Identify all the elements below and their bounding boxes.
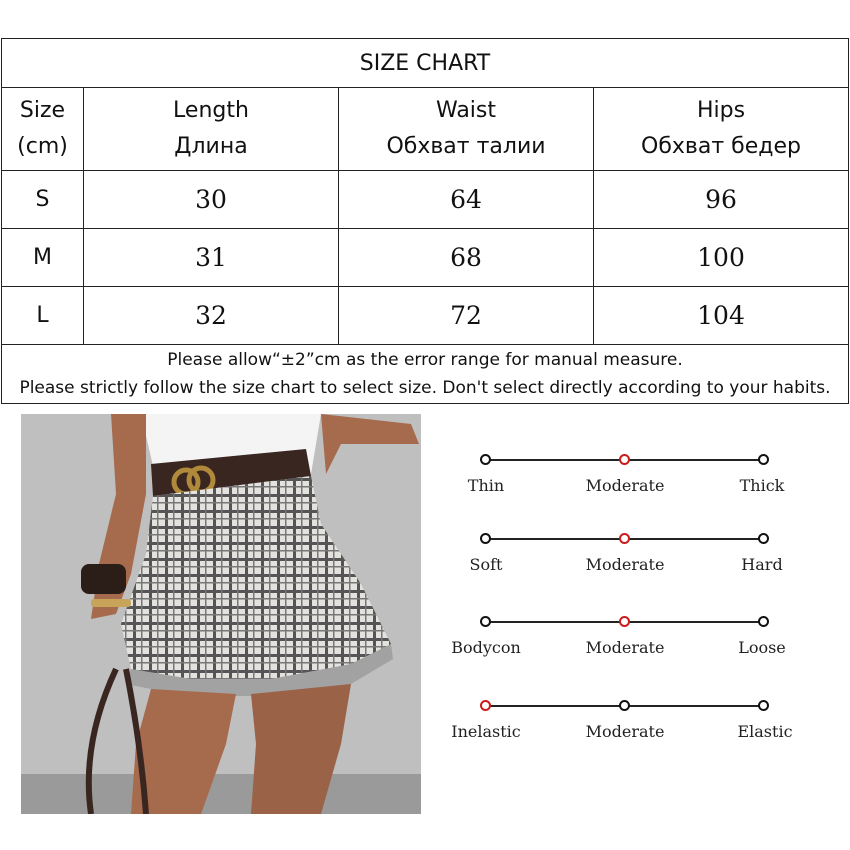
fit-scale: [450, 612, 790, 662]
hips-cell: 100: [594, 229, 849, 287]
thickness-scale: [450, 450, 790, 500]
scale-dot-selected: [619, 616, 630, 627]
size-chart-table: [1, 38, 849, 404]
waist-cell: 72: [339, 287, 594, 345]
scale-label: Moderate: [585, 476, 665, 495]
scale-label: Moderate: [585, 722, 665, 741]
scale-dot: [758, 533, 769, 544]
scale-label: Moderate: [585, 638, 665, 657]
header-waist: Waist Обхват талии: [339, 88, 594, 171]
size-cell: M: [2, 229, 84, 287]
waist-cell: 68: [339, 229, 594, 287]
product-photo-illustration: [21, 414, 421, 814]
scale-label: Elastic: [737, 722, 793, 741]
table-row: [2, 171, 849, 229]
header-length: Length Длина: [84, 88, 339, 171]
product-photo: [21, 414, 421, 814]
note-tolerance: Please allow“±2”cm as the error range for manual measure.: [167, 350, 683, 370]
length-cell: 31: [84, 229, 339, 287]
softness-scale: [450, 529, 790, 579]
waist-cell: 64: [339, 171, 594, 229]
note-follow-chart: Please strictly follow the size chart to select size. Don't select directly according to your habits.: [19, 378, 831, 398]
header-size: Size (cm): [2, 88, 84, 171]
size-cell: L: [2, 287, 84, 345]
size-chart-title: SIZE CHART: [2, 39, 849, 88]
scale-label: Loose: [738, 638, 786, 657]
scale-label: Hard: [741, 555, 783, 574]
header-hips: Hips Обхват бедер: [594, 88, 849, 171]
scale-label: Thick: [739, 476, 785, 495]
header-row: [2, 88, 849, 171]
length-cell: 30: [84, 171, 339, 229]
hips-cell: 96: [594, 171, 849, 229]
scale-dot-selected: [619, 533, 630, 544]
scale-dot: [480, 616, 491, 627]
scale-dot: [758, 616, 769, 627]
scale-dot-selected: [619, 454, 630, 465]
scale-dot: [758, 700, 769, 711]
scale-dot: [758, 454, 769, 465]
size-chart-notes: [2, 345, 849, 404]
hips-cell: 104: [594, 287, 849, 345]
scale-label: Thin: [467, 476, 505, 495]
table-row: [2, 287, 849, 345]
table-row: [2, 229, 849, 287]
scale-dot: [619, 700, 630, 711]
scale-label: Soft: [469, 555, 503, 574]
scale-dot-selected: [480, 700, 491, 711]
length-cell: 32: [84, 287, 339, 345]
elasticity-scale: [450, 696, 793, 746]
scale-dot: [480, 533, 491, 544]
scale-label: Bodycon: [451, 638, 521, 657]
size-cell: S: [2, 171, 84, 229]
scale-label: Moderate: [585, 555, 665, 574]
scale-dot: [480, 454, 491, 465]
scale-label: Inelastic: [451, 722, 521, 741]
